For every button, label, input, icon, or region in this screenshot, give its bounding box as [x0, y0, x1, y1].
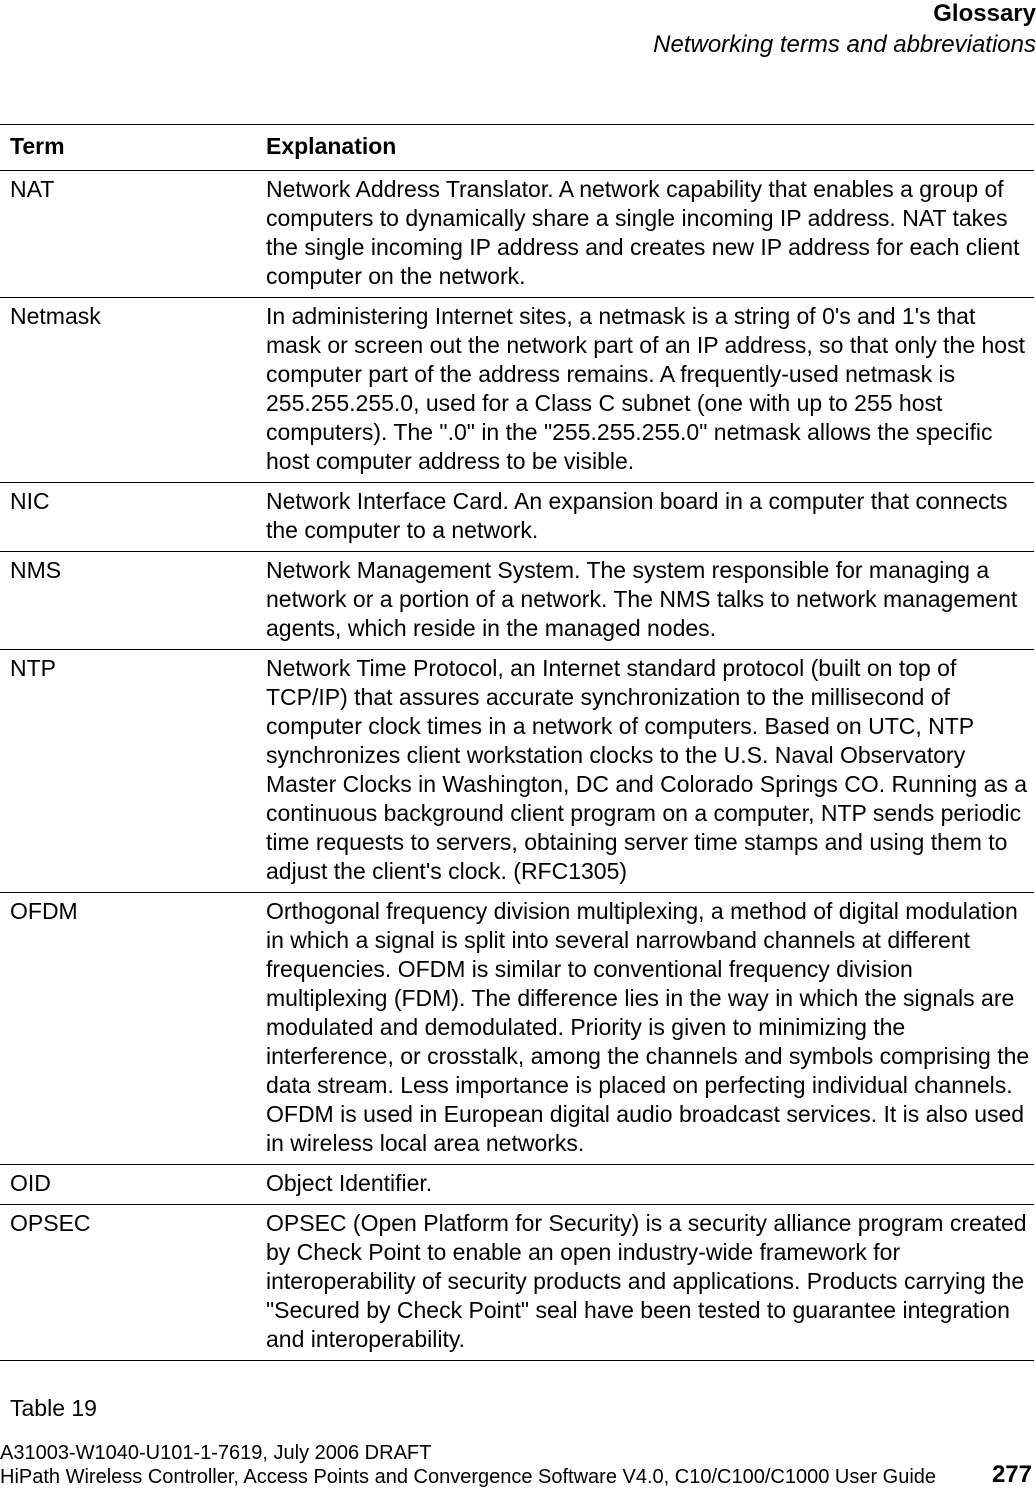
header-subtitle: Networking terms and abbreviations: [653, 31, 1036, 58]
table-row: [0, 170, 1034, 297]
footer-doc-id: A31003-W1040-U101-1-7619, July 2006 DRAFT: [0, 1442, 432, 1464]
page-number: 277: [991, 1461, 1032, 1488]
explanation-cell: Orthogonal frequency division multiplexing, a method of digital modulation in which a signal is split into several narrowband channels at different frequencies. OFDM is similar to conventional frequency division multiplexing (FDM). The difference lies in the way in which the signals are modulated and demodulated. Priority is given to minimizing the interference, or crosstalk, among the channels and symbols comprising the data stream. Less importance is placed on perfecting individual channels. OFDM is used in European digital audio broadcast services. It is also used in wireless local area networks.: [266, 898, 1030, 1156]
table-row: [0, 297, 1034, 482]
glossary-table: [0, 124, 1034, 1361]
table-row: [0, 892, 1034, 1164]
table-caption: Table 19: [10, 1395, 97, 1421]
term-cell: NIC: [10, 488, 50, 514]
header-title: Glossary: [933, 0, 1036, 27]
table-row: [0, 1204, 1034, 1361]
term-cell: OPSEC: [10, 1210, 91, 1236]
term-cell: NAT: [10, 176, 55, 202]
table-row: [0, 1164, 1034, 1204]
table-row: [0, 482, 1034, 551]
explanation-cell: Network Interface Card. An expansion board in a computer that connects the computer to a network.: [266, 488, 1008, 543]
term-cell: OID: [10, 1170, 51, 1196]
explanation-cell: Network Time Protocol, an Internet standard protocol (built on top of TCP/IP) that assures accurate synchronization to the millisecond of computer clock times in a network of computers. Based on UTC, NTP synchronizes client workstation clocks to the U.S. Naval Observatory Master Clocks in Washington, DC and Colorado Springs CO. Running as a continuous background client program on a computer, NTP sends periodic time requests to servers, obtaining server time stamps and using them to adjust the client's clock. (RFC1305): [266, 655, 1028, 884]
term-cell: Netmask: [10, 303, 101, 329]
table-row: [0, 551, 1034, 649]
table-row: [0, 649, 1034, 892]
explanation-cell: Object Identifier.: [266, 1170, 433, 1196]
column-header-term: Term: [10, 133, 65, 159]
explanation-cell: In administering Internet sites, a netmask is a string of 0's and 1's that mask or screen out the network part of an IP address, so that only the host computer part of the address remains. A frequently-used netmask is 255.255.255.0, used for a Class C subnet (one with up to 255 host computers). The ".0" in the "255.255.255.0" netmask allows the specific host computer address to be visible.: [266, 303, 1025, 474]
explanation-cell: OPSEC (Open Platform for Security) is a security alliance program created by Check Point to enable an open industry-wide framework for interoperability of security products and applications. Products carrying the "Secured by Check Point" seal have been tested to guarantee integration and interoperability.: [266, 1210, 1027, 1352]
term-cell: NTP: [10, 655, 56, 681]
column-header-explanation: Explanation: [266, 133, 397, 159]
term-cell: OFDM: [10, 898, 78, 924]
footer-product: HiPath Wireless Controller, Access Points and Convergence Software V4.0, C10/C100/C1000 User Guide: [0, 1466, 937, 1488]
explanation-cell: Network Management System. The system responsible for managing a network or a portion of a network. The NMS talks to network management agents, which reside in the managed nodes.: [266, 557, 1018, 641]
term-cell: NMS: [10, 557, 62, 583]
explanation-cell: Network Address Translator. A network capability that enables a group of computers to dynamically share a single incoming IP address. NAT takes the single incoming IP address and creates new IP address for each client computer on the network.: [266, 176, 1020, 289]
table-header-row: [0, 124, 1034, 170]
